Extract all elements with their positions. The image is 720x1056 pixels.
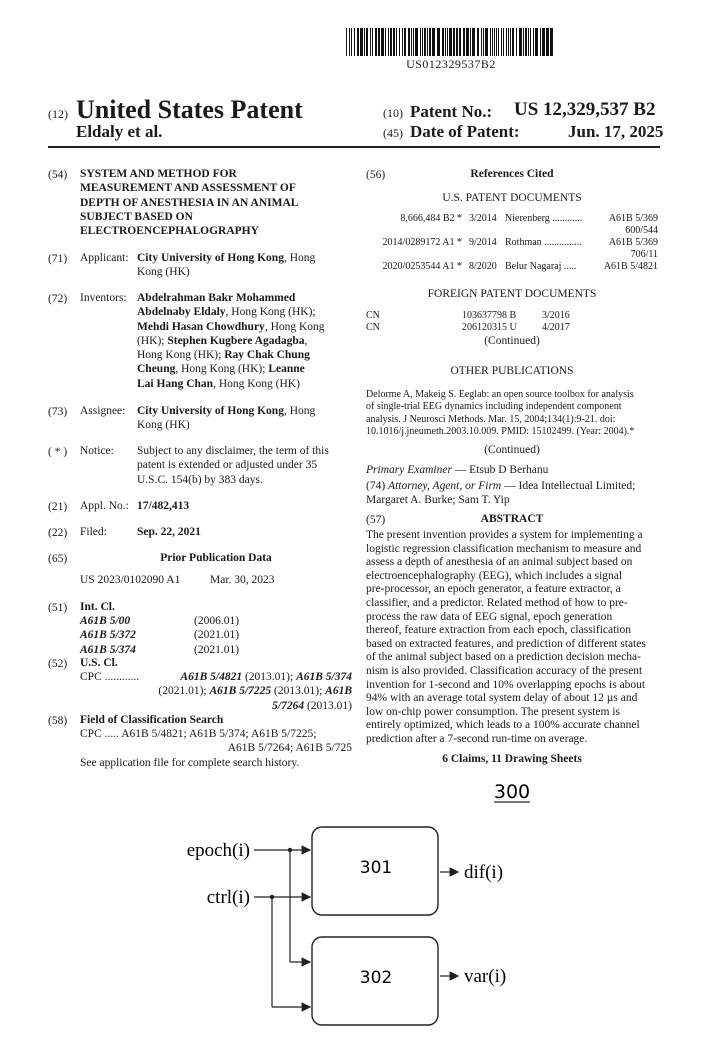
references-cited-title: References Cited [470, 168, 554, 180]
int-cl-title: Int. Cl. [80, 601, 115, 613]
reference-row: 2020/0253544 A1 * 8/2020 Belur Nagaraj ..... A61B 5/4821 [382, 261, 658, 272]
ctrl-input-wires [254, 897, 310, 1007]
code-10: (10) [383, 106, 403, 120]
us-patent-documents-title: U.S. PATENT DOCUMENTS [442, 192, 582, 204]
assignee: City University of Hong Kong, Hong Kong (HK) [137, 405, 316, 432]
inventors-list: Abdelrahman Bakr Mohammed Abdelnaby Eldaly, Hong Kong (HK); Mehdi Hasan Chowdhury, Hong Kong (HK); Stephen Kugbere Agadagba, Hong Kong (HK); Ray Chak Chung Cheung, Hong Kong (HK); Leanne Lai Hang Chan, Hong Kong (HK) [137, 292, 325, 390]
date-of-patent: Jun. 17, 2025 [568, 122, 664, 141]
input-epoch-label: epoch(i) [186, 840, 250, 861]
output-var-label: var(i) [464, 966, 507, 987]
code-45: (45) [383, 126, 403, 140]
claims-summary: 6 Claims, 11 Drawing Sheets [442, 753, 582, 765]
code-56: (56) [366, 169, 386, 181]
us-cl-title: U.S. Cl. [80, 657, 118, 669]
field-search-title: Field of Classification Search [80, 714, 224, 726]
prior-publication-date: Mar. 30, 2023 [210, 574, 275, 586]
figure-number: 300 [493, 781, 531, 803]
junction-dot [288, 848, 292, 852]
code-71: (71) [48, 253, 68, 265]
prior-publication-number: US 2023/0102090 A1 [80, 574, 181, 586]
reference-row: 2014/0289172 A1 * 9/2014 Rothman ............... A61B 5/369 706/11 [382, 237, 658, 260]
code-72: (72) [48, 293, 68, 305]
field-search-text: CPC ..... A61B 5/4821; A61B 5/374; A61B 5/7225; A61B 5/7264; A61B 5/725 See application file for complete search history. [80, 728, 352, 769]
us-cl-cpc: A61B 5/4821 (2013.01); A61B 5/374 (2021.01); A61B 5/7225 (2013.01); A61B 5/7264 (2013.01) [158, 671, 352, 712]
barcode [346, 28, 556, 56]
applicant: City University of Hong Kong, Hong Kong (HK) [137, 252, 316, 279]
code-51: (51) [48, 602, 68, 614]
abstract-title: ABSTRACT [480, 513, 544, 525]
inventors-label: Inventors: [80, 292, 127, 304]
code-57: (57) [366, 514, 386, 526]
block-301-label: 301 [359, 858, 393, 878]
patent-no-label: Patent No.: [410, 102, 493, 121]
reference-row: CN 206120315 U 4/2017 [366, 322, 570, 333]
foreign-patent-documents-title: FOREIGN PATENT DOCUMENTS [427, 288, 597, 300]
other-publications-title: OTHER PUBLICATIONS [450, 365, 574, 377]
input-ctrl-label: ctrl(i) [206, 887, 250, 908]
cpc-prefix: CPC ............ [80, 671, 140, 683]
attorney: (74) Attorney, Agent, or Firm — Idea Intellectual Limited; Margaret A. Burke; Sam T. Yip [366, 480, 636, 507]
reference-row: CN 103637798 B 3/2016 [366, 310, 570, 321]
code-notice: ( * ) [48, 446, 68, 458]
invention-title: SYSTEM AND METHOD FOR MEASUREMENT AND ASSESSMENT OF DEPTH OF ANESTHESIA IN AN ANIMAL SUBJECT BASED ON ELECTROENCEPHALOGRAPHY [80, 168, 299, 238]
primary-examiner: Primary Examiner — Etsub D Berhanu [366, 464, 549, 476]
notice-label: Notice: [80, 445, 114, 457]
output-dif-label: dif(i) [464, 862, 504, 883]
us-patent-documents [366, 213, 658, 275]
block-302-label: 302 [359, 968, 393, 988]
appl-label: Appl. No.: [80, 500, 129, 512]
filed-date: Sep. 22, 2021 [137, 526, 201, 538]
code-12: (12) [48, 107, 68, 121]
foreign-patent-documents [366, 310, 658, 334]
reference-row: 8,666,484 B2 * 3/2014 Nierenberg ............ A61B 5/369 600/544 [400, 213, 658, 236]
code-65: (65) [48, 553, 68, 565]
assignee-label: Assignee: [80, 405, 126, 417]
header-rule [48, 146, 660, 148]
barcode-number: US012329537B2 [406, 57, 496, 71]
continued-link-2[interactable]: (Continued) [484, 444, 540, 456]
junction-dot [270, 895, 274, 899]
patent-number: US 12,329,537 B2 [514, 99, 656, 120]
continued-link[interactable]: (Continued) [484, 335, 540, 347]
code-73: (73) [48, 406, 68, 418]
int-cl-table: A61B 5/00 (2006.01) A61B 5/372 (2021.01) A61B 5/374 (2021.01) [80, 615, 240, 656]
code-21: (21) [48, 501, 68, 513]
notice-text: Subject to any disclaimer, the term of this patent is extended or adjusted under 35 U.S.C. 154(b) by 383 days. [137, 445, 329, 486]
code-58: (58) [48, 715, 68, 727]
code-54: (54) [48, 169, 68, 181]
prior-publication-title: Prior Publication Data [160, 552, 272, 564]
patent-type-title: United States Patent [76, 95, 303, 124]
code-22: (22) [48, 527, 68, 539]
epoch-input-wires [254, 850, 310, 962]
inventor-short: Eldaly et al. [76, 122, 163, 141]
abstract-text: The present invention provides a system for implementing a logistic regression classification mechanism to measure and assess a depth of anesthesia of an animal subject based on electroencephalography (EEG), which includes a signal pre-processor, an epoch generator, a feature extractor, a classifier, and a predictor. Related method of how to pre- process the raw data of EEG signal, epoch generation thereof, feature extraction from each epoch, classification based on extracted features, and prediction of different states of the animal subject based on a prediction decision mecha- nism is also provided. Classification accuracy of the present invention for 1-second and 10% overlapping epochs is about 94% with an average total system delay of about 12 µs and low on-chip power consumption. The present system is entirely optimized, which leads to a 100% accurate channel prediction after a 7-second run-time on average. [366, 529, 646, 745]
other-publications: Delorme A, Makeig S. Eeglab: an open source toolbox for analysis of single-trial EEG dynamics including independent component analysis. J Neurosci Methods. Mar. 15, 2004;134(1):9-21. doi: 10.1016/j.jneumeth.2003.10.009. PMID: 15102499. (Year: 2004).* [366, 389, 635, 437]
applicant-label: Applicant: [80, 252, 129, 264]
appl-number: 17/482,413 [137, 500, 190, 512]
date-of-patent-label: Date of Patent: [410, 122, 520, 141]
block-diagram [0, 770, 720, 1050]
filed-label: Filed: [80, 526, 107, 538]
code-52: (52) [48, 658, 68, 670]
